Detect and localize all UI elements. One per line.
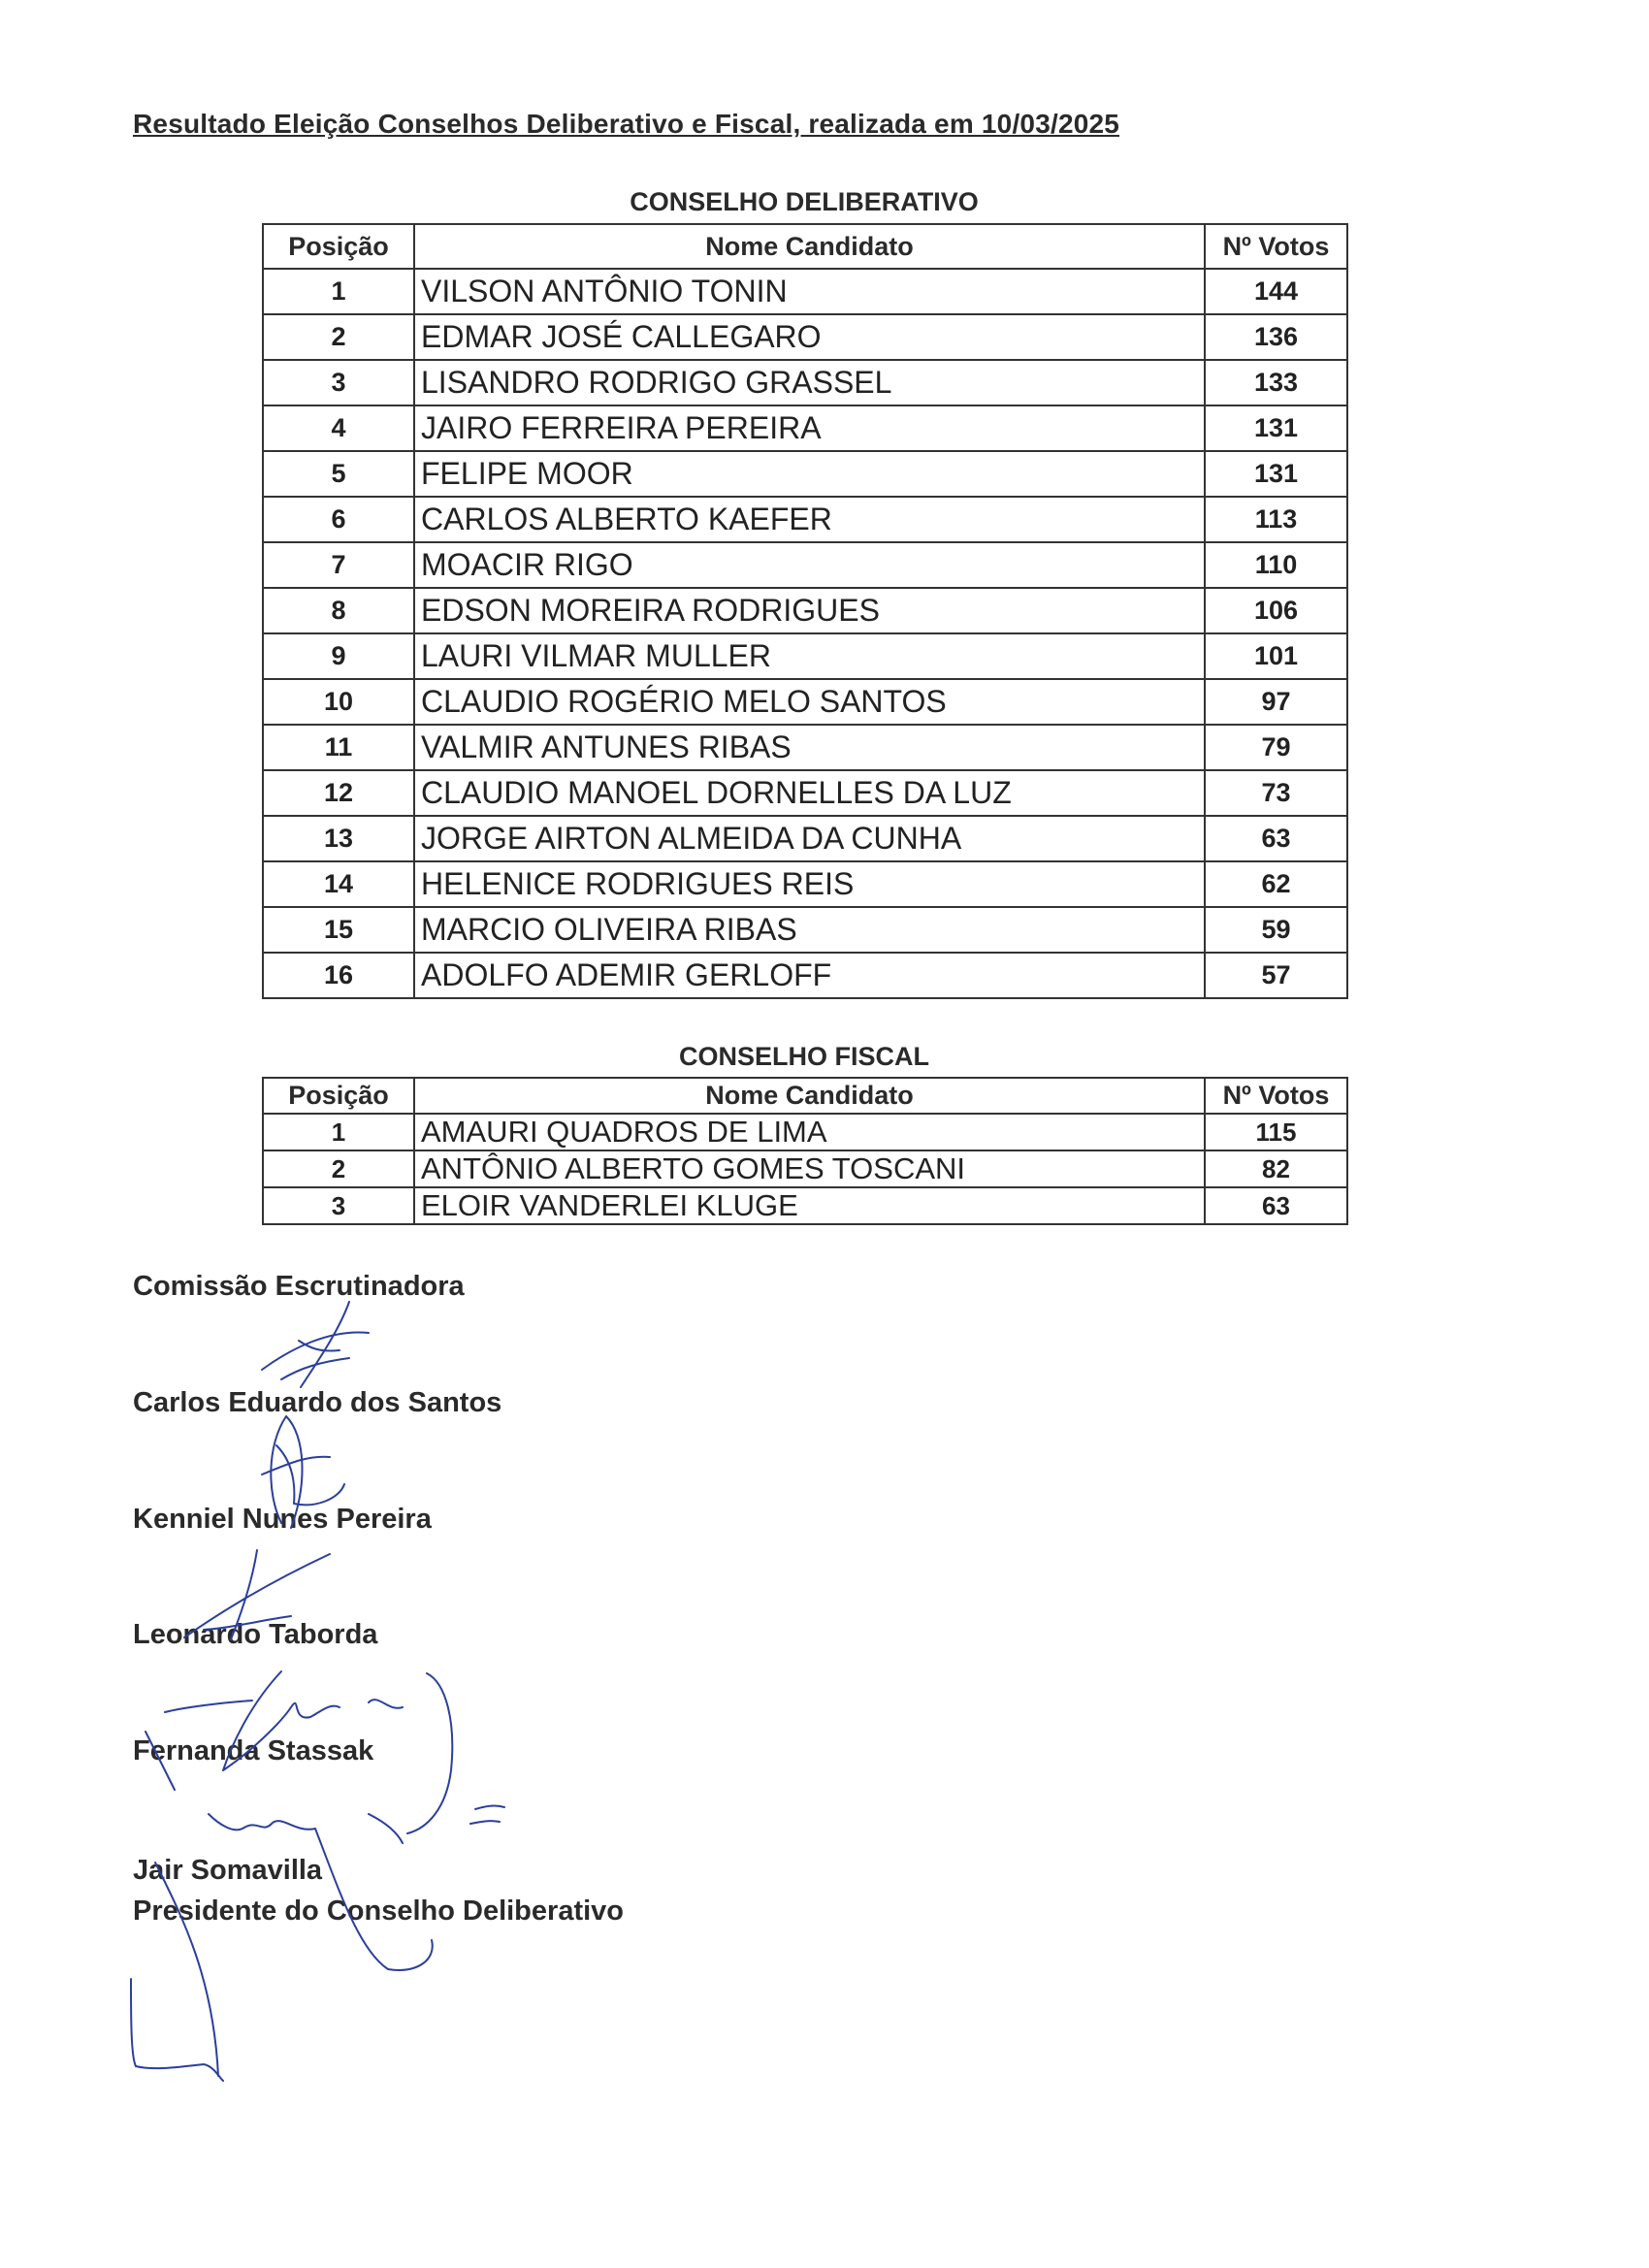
president-name: Jair Somavilla bbox=[133, 1855, 323, 1886]
candidate-name-cell: VALMIR ANTUNES RIBAS bbox=[414, 725, 1205, 770]
table-row bbox=[263, 725, 1347, 770]
position-cell: 16 bbox=[263, 953, 414, 998]
position-cell: 1 bbox=[263, 1114, 414, 1150]
table-row bbox=[263, 497, 1347, 542]
candidate-name-cell: MARCIO OLIVEIRA RIBAS bbox=[414, 907, 1205, 953]
table-row bbox=[263, 1187, 1347, 1224]
candidate-name-cell: ELOIR VANDERLEI KLUGE bbox=[414, 1187, 1205, 1224]
table-row bbox=[263, 405, 1347, 451]
table-row bbox=[263, 314, 1347, 360]
votes-cell: 57 bbox=[1205, 953, 1347, 998]
table-header-row bbox=[263, 224, 1347, 269]
candidate-name-cell: FELIPE MOOR bbox=[414, 451, 1205, 497]
signature-jair bbox=[126, 1804, 553, 2095]
president-role: Presidente do Conselho Deliberativo bbox=[133, 1895, 624, 1927]
position-cell: 2 bbox=[263, 1150, 414, 1187]
votes-cell: 144 bbox=[1205, 269, 1347, 314]
commission-heading: Comissão Escrutinadora bbox=[133, 1271, 465, 1302]
candidate-name-cell: HELENICE RODRIGUES REIS bbox=[414, 861, 1205, 907]
candidate-name-cell: JAIRO FERREIRA PEREIRA bbox=[414, 405, 1205, 451]
candidate-name-cell: VILSON ANTÔNIO TONIN bbox=[414, 269, 1205, 314]
votes-cell: 131 bbox=[1205, 451, 1347, 497]
candidate-name-cell: AMAURI QUADROS DE LIMA bbox=[414, 1114, 1205, 1150]
candidate-name-cell: LAURI VILMAR MULLER bbox=[414, 633, 1205, 679]
column-header-votes: Nº Votos bbox=[1205, 1078, 1347, 1114]
commission-member-3: Leonardo Taborda bbox=[133, 1619, 378, 1650]
column-header-position: Posição bbox=[263, 1078, 414, 1114]
votes-cell: 59 bbox=[1205, 907, 1347, 953]
position-cell: 11 bbox=[263, 725, 414, 770]
candidate-name-cell: CARLOS ALBERTO KAEFER bbox=[414, 497, 1205, 542]
table-row bbox=[263, 1114, 1347, 1150]
fiscal-table bbox=[262, 1077, 1348, 1225]
column-header-name: Nome Candidato bbox=[414, 1078, 1205, 1114]
votes-cell: 106 bbox=[1205, 588, 1347, 633]
deliberativo-heading: CONSELHO DELIBERATIVO bbox=[630, 187, 979, 216]
table-row bbox=[263, 269, 1347, 314]
table-row bbox=[263, 907, 1347, 953]
candidate-name-cell: LISANDRO RODRIGO GRASSEL bbox=[414, 360, 1205, 405]
votes-cell: 110 bbox=[1205, 542, 1347, 588]
table-row bbox=[263, 451, 1347, 497]
votes-cell: 133 bbox=[1205, 360, 1347, 405]
table-row bbox=[263, 679, 1347, 725]
deliberativo-table bbox=[262, 223, 1348, 999]
table-header-row bbox=[263, 1078, 1347, 1114]
document-title: Resultado Eleição Conselhos Deliberativo e Fiscal, realizada em 10/03/2025 bbox=[133, 109, 1120, 139]
position-cell: 15 bbox=[263, 907, 414, 953]
signature-leonardo bbox=[175, 1542, 369, 1659]
votes-cell: 136 bbox=[1205, 314, 1347, 360]
position-cell: 3 bbox=[263, 360, 414, 405]
position-cell: 4 bbox=[263, 405, 414, 451]
position-cell: 8 bbox=[263, 588, 414, 633]
votes-cell: 131 bbox=[1205, 405, 1347, 451]
candidate-name-cell: JORGE AIRTON ALMEIDA DA CUNHA bbox=[414, 816, 1205, 861]
position-cell: 1 bbox=[263, 269, 414, 314]
candidate-name-cell: EDSON MOREIRA RODRIGUES bbox=[414, 588, 1205, 633]
position-cell: 10 bbox=[263, 679, 414, 725]
position-cell: 14 bbox=[263, 861, 414, 907]
position-cell: 13 bbox=[263, 816, 414, 861]
column-header-name: Nome Candidato bbox=[414, 224, 1205, 269]
votes-cell: 97 bbox=[1205, 679, 1347, 725]
position-cell: 5 bbox=[263, 451, 414, 497]
position-cell: 12 bbox=[263, 770, 414, 816]
table-row bbox=[263, 1150, 1347, 1187]
position-cell: 7 bbox=[263, 542, 414, 588]
column-header-position: Posição bbox=[263, 224, 414, 269]
table-row bbox=[263, 953, 1347, 998]
candidate-name-cell: ADOLFO ADEMIR GERLOFF bbox=[414, 953, 1205, 998]
candidate-name-cell: EDMAR JOSÉ CALLEGARO bbox=[414, 314, 1205, 360]
position-cell: 3 bbox=[263, 1187, 414, 1224]
candidate-name-cell: ANTÔNIO ALBERTO GOMES TOSCANI bbox=[414, 1150, 1205, 1187]
column-header-votes: Nº Votos bbox=[1205, 224, 1347, 269]
table-row bbox=[263, 633, 1347, 679]
table-row bbox=[263, 861, 1347, 907]
votes-cell: 101 bbox=[1205, 633, 1347, 679]
position-cell: 6 bbox=[263, 497, 414, 542]
commission-member-2: Kenniel Nunes Pereira bbox=[133, 1504, 432, 1535]
candidate-name-cell: MOACIR RIGO bbox=[414, 542, 1205, 588]
signature-carlos bbox=[242, 1290, 398, 1407]
votes-cell: 73 bbox=[1205, 770, 1347, 816]
commission-member-1: Carlos Eduardo dos Santos bbox=[133, 1387, 502, 1418]
votes-cell: 82 bbox=[1205, 1150, 1347, 1187]
votes-cell: 115 bbox=[1205, 1114, 1347, 1150]
commission-member-4: Fernanda Stassak bbox=[133, 1735, 374, 1766]
votes-cell: 113 bbox=[1205, 497, 1347, 542]
votes-cell: 63 bbox=[1205, 816, 1347, 861]
table-row bbox=[263, 542, 1347, 588]
position-cell: 2 bbox=[263, 314, 414, 360]
fiscal-heading: CONSELHO FISCAL bbox=[678, 1042, 929, 1071]
table-row bbox=[263, 816, 1347, 861]
candidate-name-cell: CLAUDIO ROGÉRIO MELO SANTOS bbox=[414, 679, 1205, 725]
table-row bbox=[263, 360, 1347, 405]
position-cell: 9 bbox=[263, 633, 414, 679]
candidate-name-cell: CLAUDIO MANOEL DORNELLES DA LUZ bbox=[414, 770, 1205, 816]
votes-cell: 62 bbox=[1205, 861, 1347, 907]
votes-cell: 63 bbox=[1205, 1187, 1347, 1224]
votes-cell: 79 bbox=[1205, 725, 1347, 770]
table-row bbox=[263, 588, 1347, 633]
table-row bbox=[263, 770, 1347, 816]
signature-kenniel bbox=[247, 1407, 364, 1542]
